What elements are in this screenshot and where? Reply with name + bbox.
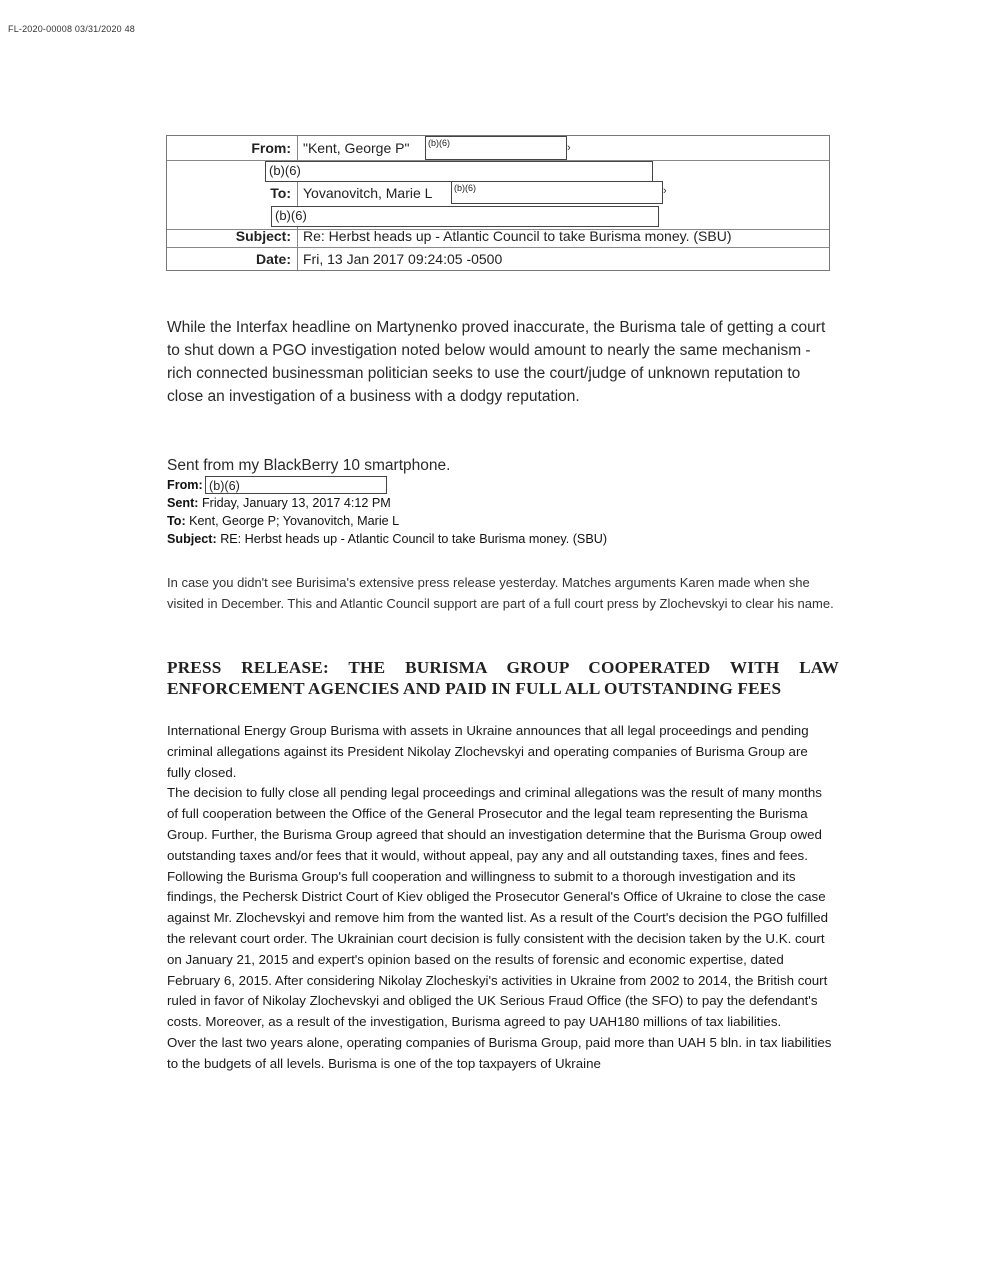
to-redaction-box [451,181,663,204]
subject-value: Re: Herbst heads up - Atlantic Council to take Burisma money. (SBU) [303,228,732,244]
header-row-date [167,248,829,271]
press-release-body [167,721,835,1075]
forwarded-from-redaction [205,476,387,494]
header-row-subject [167,225,829,248]
date-label: Date: [255,251,291,267]
forwarded-sent-value: Friday, January 13, 2017 4:12 PM [201,496,391,510]
forwarded-from-label: From: [167,478,203,492]
press-release-title-line1: PRESS RELEASE: THE BURISMA GROUP COOPERATED WITH LAW [167,658,839,677]
press-release-title [167,657,839,699]
header-row-from [167,136,829,161]
forwarded-to-line [167,512,827,530]
to-address-redaction-code: (b)(6) [275,208,307,223]
to-label: To: [270,185,291,201]
forwarded-header [167,476,827,548]
from-redaction-box [425,136,567,160]
forwarded-from-line [167,476,827,494]
date-value: Fri, 13 Jan 2017 09:24:05 -0500 [303,251,503,267]
from-address-redaction [265,161,653,182]
message-signature: Sent from my BlackBerry 10 smartphone. [167,457,451,474]
press-paragraph: International Energy Group Burisma with assets in Ukraine announces that all legal proceedings and pending criminal allegations against its President Nikolay Zlochevskyi and operating companies of Burisma Group are fully closed. [167,723,809,780]
to-redaction-code: (b)(6) [454,183,476,193]
from-address-redaction-code: (b)(6) [269,163,301,178]
press-release-title-line2: ENFORCEMENT AGENCIES AND PAID IN FULL ALL OUTSTANDING FEES [167,679,782,698]
from-value: "Kent, George P" [303,140,410,156]
subject-label: Subject: [235,228,291,244]
press-paragraph: Over the last two years alone, operating companies of Burisma Group, paid more than UAH 5 bln. in tax liabilities to the budgets of all levels. Burisma is one of the top taxpayers of Ukraine [167,1034,832,1071]
forwarded-sent-label: Sent: [167,496,199,510]
email-header-table [166,135,830,271]
forwarded-subject-line [167,530,827,548]
message-paragraph: While the Interfax headline on Martynenko proved inaccurate, the Burisma tale of getting a court to shut down a PGO investigation noted below would amount to nearly the same mechanism - rich connected businessman politician seeks to use the court/judge of unknown reputation to close an investigation of a business with a dodgy reputation. [167,319,826,405]
forwarded-subject-label: Subject: [167,532,217,546]
forwarded-note: In case you didn't see Burisima's extensive press release yesterday. Matches arguments Karen made when she visited in December. This and Atlantic Council support are part of a full court press by Zlochevskyi to clear his name. [167,575,834,611]
forwarded-to-value: Kent, George P; Yovanovitch, Marie L [189,514,400,528]
to-address-redaction [271,206,659,227]
caret-icon: › [663,185,667,197]
forwarded-to-label: To: [167,514,186,528]
press-paragraph: The decision to fully close all pending legal proceedings and criminal allegations was the result of many months of full cooperation between the Office of the General Prosecutor and the legal team representing the Burisma Group. Further, the Burisma Group agreed that should an investigation determine that the Burisma Group owed outstanding taxes and/or fees that it would, without appeal, pay any and all outstanding taxes, fines and fees. [167,785,822,863]
header-row-to [167,161,829,230]
from-redaction-code: (b)(6) [428,138,450,148]
page-id-stamp: FL-2020-00008 03/31/2020 48 [8,24,136,34]
caret-icon: › [567,142,571,154]
to-value: Yovanovitch, Marie L [303,185,433,201]
from-label: From: [251,140,291,156]
press-paragraph: Following the Burisma Group's full cooperation and willingness to submit to a thorough investigation and its findings, the Pechersk District Court of Kiev obliged the Prosecutor General's Office of Ukraine to close the case against Mr. Zlochevskyi and remove him from the wanted list. As a result of the Court's decision the PGO fulfilled the relevant court order. The Ukrainian court decision is fully consistent with the decision taken by the U.K. court on January 21, 2015 and expert's opinion based on the results of forensic and economic expertise, dated February 6, 2015. After considering Nikolay Zlocheskyi's activities in Ukraine from 2002 to 2014, the British court ruled in favor of Nikolay Zlochevskyi and obliged the UK Serious Fraud Office (the SFO) to pay the defendant's costs. Moreover, as a result of the investigation, Burisma agreed to pay UAH180 millions of tax liabilities. [167,868,829,1030]
forwarded-from-redaction-code: (b)(6) [209,479,240,493]
forwarded-subject-value: RE: Herbst heads up - Atlantic Council to take Burisma money. (SBU) [220,532,608,546]
forwarded-sent-line [167,494,827,512]
